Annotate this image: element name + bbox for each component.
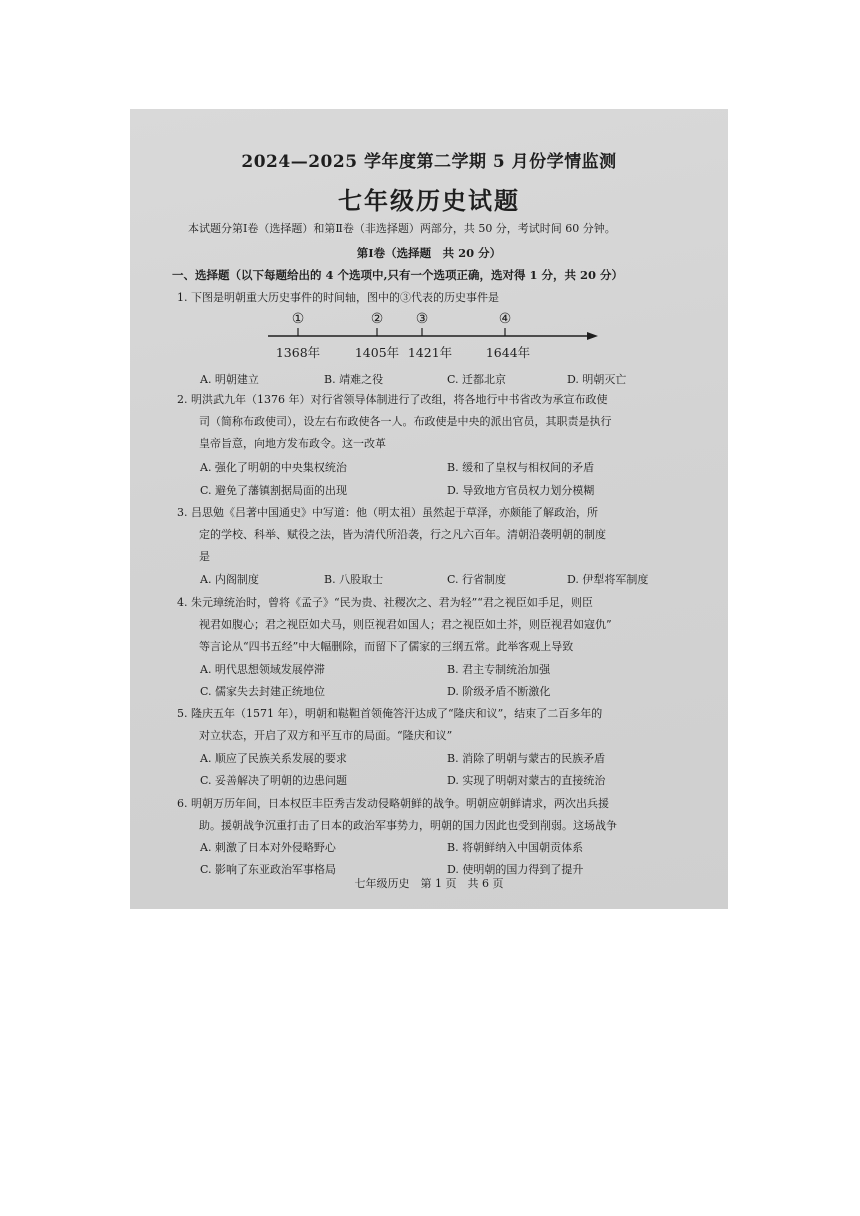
question-6-line-1: 6. 明朝万历年间，日本权臣丰臣秀吉发动侵略朝鲜的战争。明朝应朝鲜请求，两次出兵援: [177, 797, 609, 810]
timeline-marker-4: ④: [498, 311, 512, 327]
section-heading: 第Ⅰ卷（选择题 共 20 分）: [356, 246, 502, 260]
q1-option-c: C. 迁都北京: [447, 373, 507, 386]
question-5-line-1: 5. 隆庆五年（1571 年），明朝和鞑靼首领俺答汗达成了“隆庆和议”，结束了二百多年的: [177, 707, 603, 720]
question-5-line-2: 对立状态，开启了双方和平互市的局面。“隆庆和议”: [199, 729, 453, 742]
exam-paper-photo: [130, 109, 728, 909]
question-4-line-3: 等言论从“四书五经”中大幅删除，而留下了儒家的三纲五常。此举客观上导致: [199, 640, 574, 653]
question-3-line-3: 是: [199, 550, 210, 563]
q1-option-b: B. 靖难之役: [324, 373, 384, 386]
q4-option-d: D. 阶级矛盾不断激化: [447, 685, 551, 698]
timeline-marker-3: ③: [415, 311, 429, 327]
timeline-marker-1: ①: [291, 311, 305, 327]
question-4-line-2: 视君如腹心；君之视臣如犬马，则臣视君如国人；君之视臣如土芥，则臣视君如寇仇”: [199, 618, 612, 631]
q6-option-a: A. 刺激了日本对外侵略野心: [200, 841, 336, 854]
q5-option-b: B. 消除了明朝与蒙古的民族矛盾: [447, 752, 606, 765]
q6-option-b: B. 将朝鲜纳入中国朝贡体系: [447, 841, 584, 854]
timeline-year-1: 1368年: [275, 345, 321, 360]
question-4-line-1: 4. 朱元璋统治时，曾将《孟子》“民为贵、社稷次之、君为轻”“君之视臣如手足，则臣: [177, 596, 593, 609]
q3-option-a: A. 内阁制度: [200, 573, 259, 586]
question-3-line-2: 定的学校、科举、赋役之法，皆为清代所沿袭，行之凡六百年。清朝沿袭明朝的制度: [199, 528, 606, 541]
q1-option-a: A. 明朝建立: [200, 373, 259, 386]
q5-option-c: C. 妥善解决了明朝的边患问题: [200, 774, 348, 787]
q2-option-b: B. 缓和了皇权与相权间的矛盾: [447, 461, 595, 474]
q4-option-c: C. 儒家失去封建正统地位: [200, 685, 326, 698]
q2-option-c: C. 避免了藩镇割据局面的出现: [200, 484, 348, 497]
question-2-line-1: 2. 明洪武九年（1376 年）对行省领导体制进行了改组，将各地行中书省改为承宣布政使: [177, 393, 608, 406]
q4-option-b: B. 君主专制统治加强: [447, 663, 551, 676]
q3-option-d: D. 伊犁将军制度: [567, 573, 649, 586]
question-2-line-3: 皇帝旨意，向地方发布政令。这一改革: [199, 437, 386, 450]
q6-option-c: C. 影响了东亚政治军事格局: [200, 863, 337, 876]
q4-option-a: A. 明代思想领域发展停滞: [200, 663, 325, 676]
q2-option-a: A. 强化了明朝的中央集权统治: [200, 461, 347, 474]
question-1-stem: 1. 下图是明朝重大历史事件的时间轴，图中的③代表的历史事件是: [177, 291, 499, 304]
q1-option-d: D. 明朝灭亡: [567, 373, 627, 386]
q3-option-c: C. 行省制度: [447, 573, 507, 586]
timeline-year-4: 1644年: [485, 345, 531, 360]
q5-option-a: A. 顺应了民族关系发展的要求: [200, 752, 347, 765]
question-3-line-1: 3. 吕思勉《吕著中国通史》中写道：他（明太祖）虽然起于草泽，亦颇能了解政治，所: [177, 506, 598, 519]
timeline-year-2: 1405年: [354, 345, 400, 360]
timeline-figure: [260, 307, 600, 367]
q6-option-d: D. 使明朝的国力得到了提升: [447, 863, 584, 876]
page-footer: 七年级历史 第 1 页 共 6 页: [354, 877, 504, 890]
exam-subject-title: 七年级历史试题: [338, 186, 520, 215]
timeline-arrow-icon: [587, 332, 598, 340]
timeline-marker-2: ②: [370, 311, 384, 327]
question-2-line-2: 司（简称布政使司），设左右布政使各一人。布政使是中央的派出官员，其职责是执行: [199, 415, 612, 428]
exam-intro: 本试题分第Ⅰ卷（选择题）和第Ⅱ卷（非选择题）两部分，共 50 分，考试时间 60 分钟。: [188, 222, 616, 235]
timeline-year-3: 1421年: [407, 345, 453, 360]
q2-option-d: D. 导致地方官员权力划分模糊: [447, 484, 595, 497]
q5-option-d: D. 实现了明朝对蒙古的直接统治: [447, 774, 606, 787]
q3-option-b: B. 八股取士: [324, 573, 384, 586]
part-heading: 一、选择题（以下每题给出的 4 个选项中,只有一个选项正确，选对得 1 分，共 20 分）: [172, 268, 624, 282]
exam-title: 2024—2025 学年度第二学期 5 月份学情监测: [241, 152, 617, 172]
question-6-line-2: 助。援朝战争沉重打击了日本的政治军事势力，明朝的国力因此也受到削弱。这场战争: [199, 819, 617, 832]
